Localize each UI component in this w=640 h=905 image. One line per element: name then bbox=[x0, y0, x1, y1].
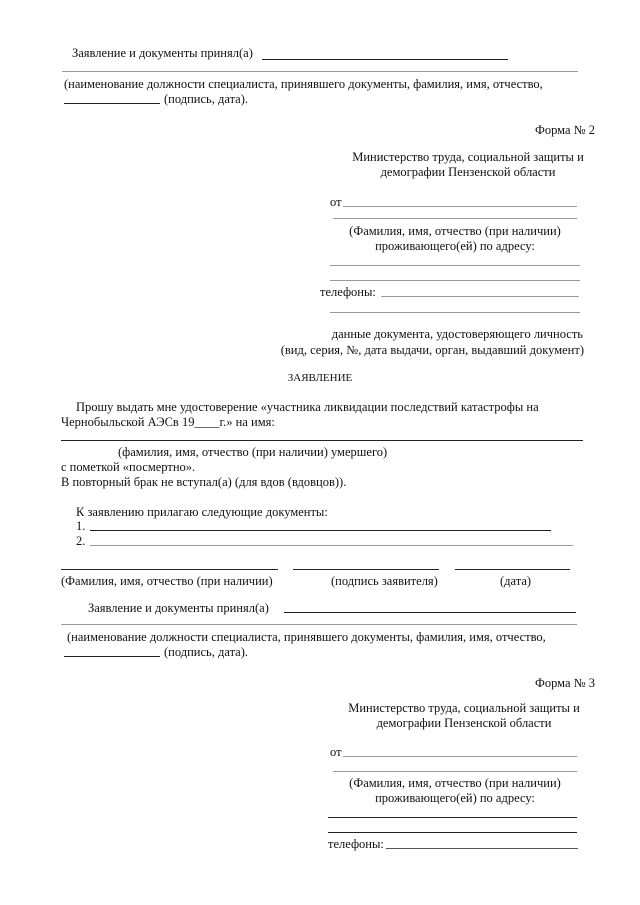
deceased-note: (фамилия, имя, отчество (при наличии) умершего) bbox=[118, 445, 388, 459]
id-doc-note: (вид, серия, №, дата выдачи, орган, выдавший документ) bbox=[280, 343, 584, 357]
signature-line bbox=[64, 103, 160, 104]
attachment-item-2: 2. bbox=[76, 534, 86, 548]
form-number-3: Форма № 3 bbox=[535, 676, 595, 690]
body-line-2: Чернобыльской АЭСв 19____г.» на имя: bbox=[61, 415, 275, 429]
fio-note: (Фамилия, имя, отчество (при наличии) bbox=[349, 224, 561, 238]
applicant-signature-note: (подпись заявителя) bbox=[331, 574, 438, 588]
address-line-1-form3 bbox=[328, 817, 577, 818]
accepted-field-line bbox=[262, 59, 508, 60]
residing-note-form3: проживающего(ей) по адресу: bbox=[375, 791, 535, 805]
phones-label: телефоны: bbox=[320, 285, 376, 299]
statement-title: ЗАЯВЛЕНИЕ bbox=[287, 372, 353, 384]
accepted-label-2: Заявление и документы принял(а) bbox=[88, 601, 269, 615]
fio-field-line bbox=[333, 218, 577, 219]
attachment-line-1 bbox=[90, 530, 551, 531]
position-note: (наименование должности специалиста, принявшего документы, фамилия, имя, отчество, bbox=[64, 77, 543, 91]
body-line-1: Прошу выдать мне удостоверение «участника ликвидации последствий катастрофы на bbox=[76, 400, 539, 414]
from-label: от bbox=[330, 195, 342, 209]
phones-field-line-form3 bbox=[386, 848, 578, 849]
attachments-label: К заявлению прилагаю следующие документы: bbox=[76, 505, 328, 519]
accepted-label: Заявление и документы принял(а) bbox=[72, 46, 253, 60]
attachment-item-1: 1. bbox=[76, 519, 86, 533]
ministry-line-1-form3: Министерство труда, социальной защиты и bbox=[348, 701, 580, 715]
sign-date-note: (подпись, дата). bbox=[164, 92, 249, 106]
deceased-name-line bbox=[61, 440, 583, 441]
residing-note: проживающего(ей) по адресу: bbox=[375, 239, 535, 253]
address-line-2-form3 bbox=[328, 832, 577, 833]
attachment-line-2 bbox=[90, 545, 573, 546]
posthumous-note: с пометкой «посмертно». bbox=[61, 460, 196, 474]
address-line-2 bbox=[330, 280, 580, 281]
fio-note-form3: (Фамилия, имя, отчество (при наличии) bbox=[349, 776, 561, 790]
from-label-form3: от bbox=[330, 745, 342, 759]
from-field-line bbox=[343, 206, 577, 207]
divider-line-2 bbox=[61, 624, 577, 625]
from-field-line-form3 bbox=[343, 756, 577, 757]
phones-label-form3: телефоны: bbox=[328, 837, 384, 851]
divider-line bbox=[62, 71, 578, 72]
ministry-line-2-form3: демографии Пензенской области bbox=[376, 716, 552, 730]
sign-date-note-2: (подпись, дата). bbox=[164, 645, 249, 659]
applicant-fio-note: (Фамилия, имя, отчество (при наличии) bbox=[61, 574, 273, 588]
applicant-signature-line bbox=[293, 569, 439, 570]
ministry-line-1: Министерство труда, социальной защиты и bbox=[352, 150, 584, 164]
form-number: Форма № 2 bbox=[535, 123, 595, 137]
fio-field-line-form3 bbox=[333, 771, 577, 772]
accepted-field-line-2 bbox=[284, 612, 576, 613]
remarriage-note: В повторный брак не вступал(а) (для вдов (вдовцов)). bbox=[61, 475, 347, 489]
phones-field-line bbox=[381, 296, 579, 297]
applicant-date-line bbox=[455, 569, 570, 570]
ministry-line-2: демографии Пензенской области bbox=[380, 165, 556, 179]
applicant-date-note: (дата) bbox=[500, 574, 532, 588]
id-doc-label: данные документа, удостоверяющего личность bbox=[331, 327, 583, 341]
signature-line-2 bbox=[64, 656, 160, 657]
address-line-1 bbox=[330, 265, 580, 266]
position-note-2: (наименование должности специалиста, принявшего документы, фамилия, имя, отчество, bbox=[67, 630, 546, 644]
applicant-fio-line bbox=[61, 569, 278, 570]
blank-line bbox=[330, 312, 580, 313]
